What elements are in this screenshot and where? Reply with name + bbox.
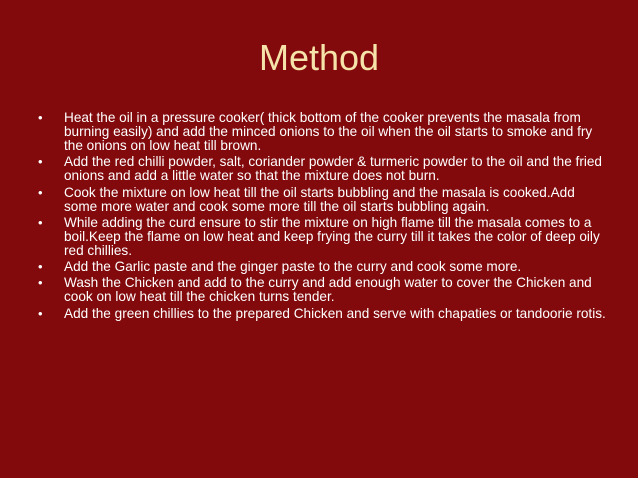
list-item bbox=[38, 260, 610, 274]
bullet-icon: • bbox=[38, 305, 43, 321]
list-item bbox=[38, 186, 610, 214]
list-item bbox=[38, 155, 610, 183]
list-item bbox=[38, 111, 610, 153]
step-text: Wash the Chicken and add to the curry and add enough water to cover the Chicken and cook on low heat till the chicken turns tender. bbox=[64, 275, 592, 305]
step-text: Cook the mixture on low heat till the oil starts bubbling and the masala is cooked.Add some more water and cook some more till the oil starts bubbling again. bbox=[64, 184, 575, 214]
step-text: Heat the oil in a pressure cooker( thick bottom of the cooker prevents the masala from burning easily) and add the minced onions to the oil when the oil starts to smoke and fry the onions on low heat till brown. bbox=[64, 110, 593, 153]
step-text: Add the Garlic paste and the ginger paste to the curry and cook some more. bbox=[64, 259, 522, 275]
step-text: While adding the curd ensure to stir the mixture on high flame till the masala comes to a boil.Keep the flame on low heat and keep frying the curry till it takes the color of deep oily red chillies. bbox=[64, 214, 600, 258]
bullet-icon: • bbox=[38, 154, 43, 170]
step-text: Add the green chillies to the prepared Chicken and serve with chapaties or tandoorie rotis. bbox=[64, 305, 606, 321]
list-item bbox=[38, 307, 610, 321]
bullet-icon: • bbox=[38, 184, 43, 200]
step-text: Add the red chilli powder, salt, coriander powder & turmeric powder to the oil and the fried onions and add a little water so that the mixture does not burn. bbox=[64, 154, 602, 184]
bullet-icon: • bbox=[38, 259, 43, 275]
list-item bbox=[38, 276, 610, 304]
slide-title: Method bbox=[258, 37, 380, 78]
method-steps-list bbox=[38, 111, 610, 323]
bullet-icon: • bbox=[38, 275, 43, 291]
list-item bbox=[38, 216, 610, 258]
bullet-icon: • bbox=[38, 214, 43, 230]
bullet-icon: • bbox=[38, 110, 43, 125]
